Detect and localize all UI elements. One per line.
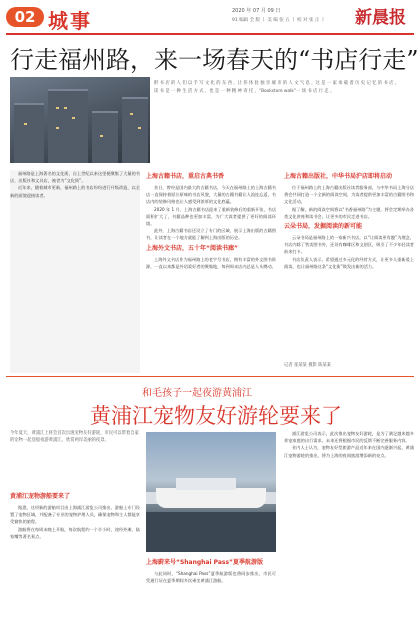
- photo-caption: 附 书 店 的 人 们 以 手 写 文 化 的 东 西 ，让 你 体 验 独 享 城 市 的 人 文 气 息 ，这 是 一 家 承 载 着 历 史 记 忆 的 书 店 。 读 书 是 一 种 生 活 方 式 ，也 是 一 种 精 神 寄 托 ，“Bookstore walk”一 场 书 店 行 走 。: [154, 81, 400, 94]
- bookstore-photo: [10, 77, 150, 163]
- subheading: 上海古籍出版社，中华书局沪店即将启动: [284, 173, 393, 180]
- subheading: 云朵书局，发掘阅读的新可能: [284, 223, 363, 231]
- article2-column-left: 黄浦江宠物游船要来了 据悉，这项新的游船项目由上海浦江游览公司推出，游船上专门设置了宠物区域，并配备了专业的宠物护理人员，确保宠物和主人都能享受愉快的旅程。 游船将在每周末晚上开航，每次航程约一个半小时，途经外滩、陆家嘴等著名景点。: [10, 493, 140, 539]
- subheading: 黄浦江宠物游船要来了: [10, 493, 71, 500]
- subheading: 上海蔚来号“Shanghai Pass”夏季航游版: [146, 559, 263, 566]
- subheading: 上海外文书店，五十年“阅读书廊”: [146, 244, 238, 252]
- subheading: 上海古籍书店，重启古典书香: [146, 173, 225, 180]
- section-divider: [6, 376, 414, 377]
- article2-column-middle: 上海蔚来号“Shanghai Pass”夏季航游版 与此同时，“Shanghai Pass”夏季航游版也将同步推出，市民可凭通行证在夏季期间多次乘坐黄浦江游船。: [146, 559, 276, 584]
- article-title: 行走福州路，来一场春天的“书店行走”: [10, 46, 419, 74]
- section-number-badge: 02: [6, 7, 44, 27]
- article2-lead: 今年夏天，黄浦江上将会首次出现宠物友好游轮，市民可以带着自家的宠物一起登船夜游黄浦江，欣赏两岸美丽的夜景。: [10, 431, 139, 444]
- article2-column-right: 浦江游览公司表示，此次推出宠物友好游轮，是为了满足越来越多养宠家庭的出行需求，未来还将根据市民的反馈不断完善服务内容。 业内人士认为，宠物友好型旅游产品近年来在国内逐渐兴起，黄浦江宠物游轮的推出，将为上海的夜间旅游增添新的亮点。: [284, 431, 414, 458]
- newspaper-logo: 新晨报: [355, 8, 406, 28]
- article2-title: 黄浦江宠物友好游轮要来了: [90, 404, 342, 428]
- section-name: 城事: [48, 9, 92, 33]
- edit-credits: 91 编辑 全 版 丨 美 编 张 五 丨 校 对 张 正 丨: [232, 18, 326, 23]
- article-column-left: 上海古籍书店，重启古典书香 昔日，曾经是国内最大的古籍书店，今天在福州路上的上海古籍书店一直保持着原汁原味的书店风貌，大量的古籍书籍让人流连忘返，书店内的装修风格也让人感受到浓厚的文化底蕴。 2020 年 1 月，上海古籍书店迎来了重新装修后的重新开张，书店面积扩大了，书籍品种也更加丰富，为广大读者提供了更好的阅读环境。 此外，上海古籍书店还设立了专门的区域，展示上海出版的古籍图书，让读者在一个地方就能了解到上海出版的历史。 上海外文书店，五十年“阅读书廊” 上海外文书店作为福州路上的老字号书店，拥有丰富的外文图书资源，一直以来都是外语爱好者的聚集地，每到周末店内总是人头攒动。: [146, 173, 276, 269]
- article-column-right: 上海古籍出版社，中华书局沪店即将启动 位于福州路上的上海古籍出版社读者服务部，与中华书局上海分店将会共同打造一个全新的阅读空间，为读者提供更加丰富的古籍图书和文化活动。 据了解，新的阅读空间将以“书香福州路”为主题，将会定期举办各类文化讲座和读书会，让更多的市民走进书店。 云朵书局，发掘阅读的新可能 云朵书局是福州路上的一家新兴书店，以“让阅读更有趣”为理念，书店内除了售卖图书外，还设有咖啡区和文创区，吸引了不少年轻读者前来打卡。 书店负责人表示，希望通过多元化的经营方式，让更多人重新爱上阅读，也让福州路这条“文化街”焕发出新的活力。: [284, 173, 414, 269]
- article2-kicker: 和毛孩子一起夜游黄浦江: [142, 388, 252, 399]
- cruise-photo: [146, 432, 276, 552]
- article-side-column: 福州路是上海著名的文化街，自上世纪以来这里便聚集了大量的书店、出版社和文具店，被誉为“文化街”。 近年来，随着城市更新，福州路上的书店纷纷进行升级改造，以全新的面貌迎接读者。: [10, 170, 140, 373]
- issue-date: 2020 年 07 月 09 日: [232, 8, 281, 14]
- header-divider: [6, 33, 414, 35]
- article-credit: 记者 张某某 摄影 陈某某: [284, 363, 332, 368]
